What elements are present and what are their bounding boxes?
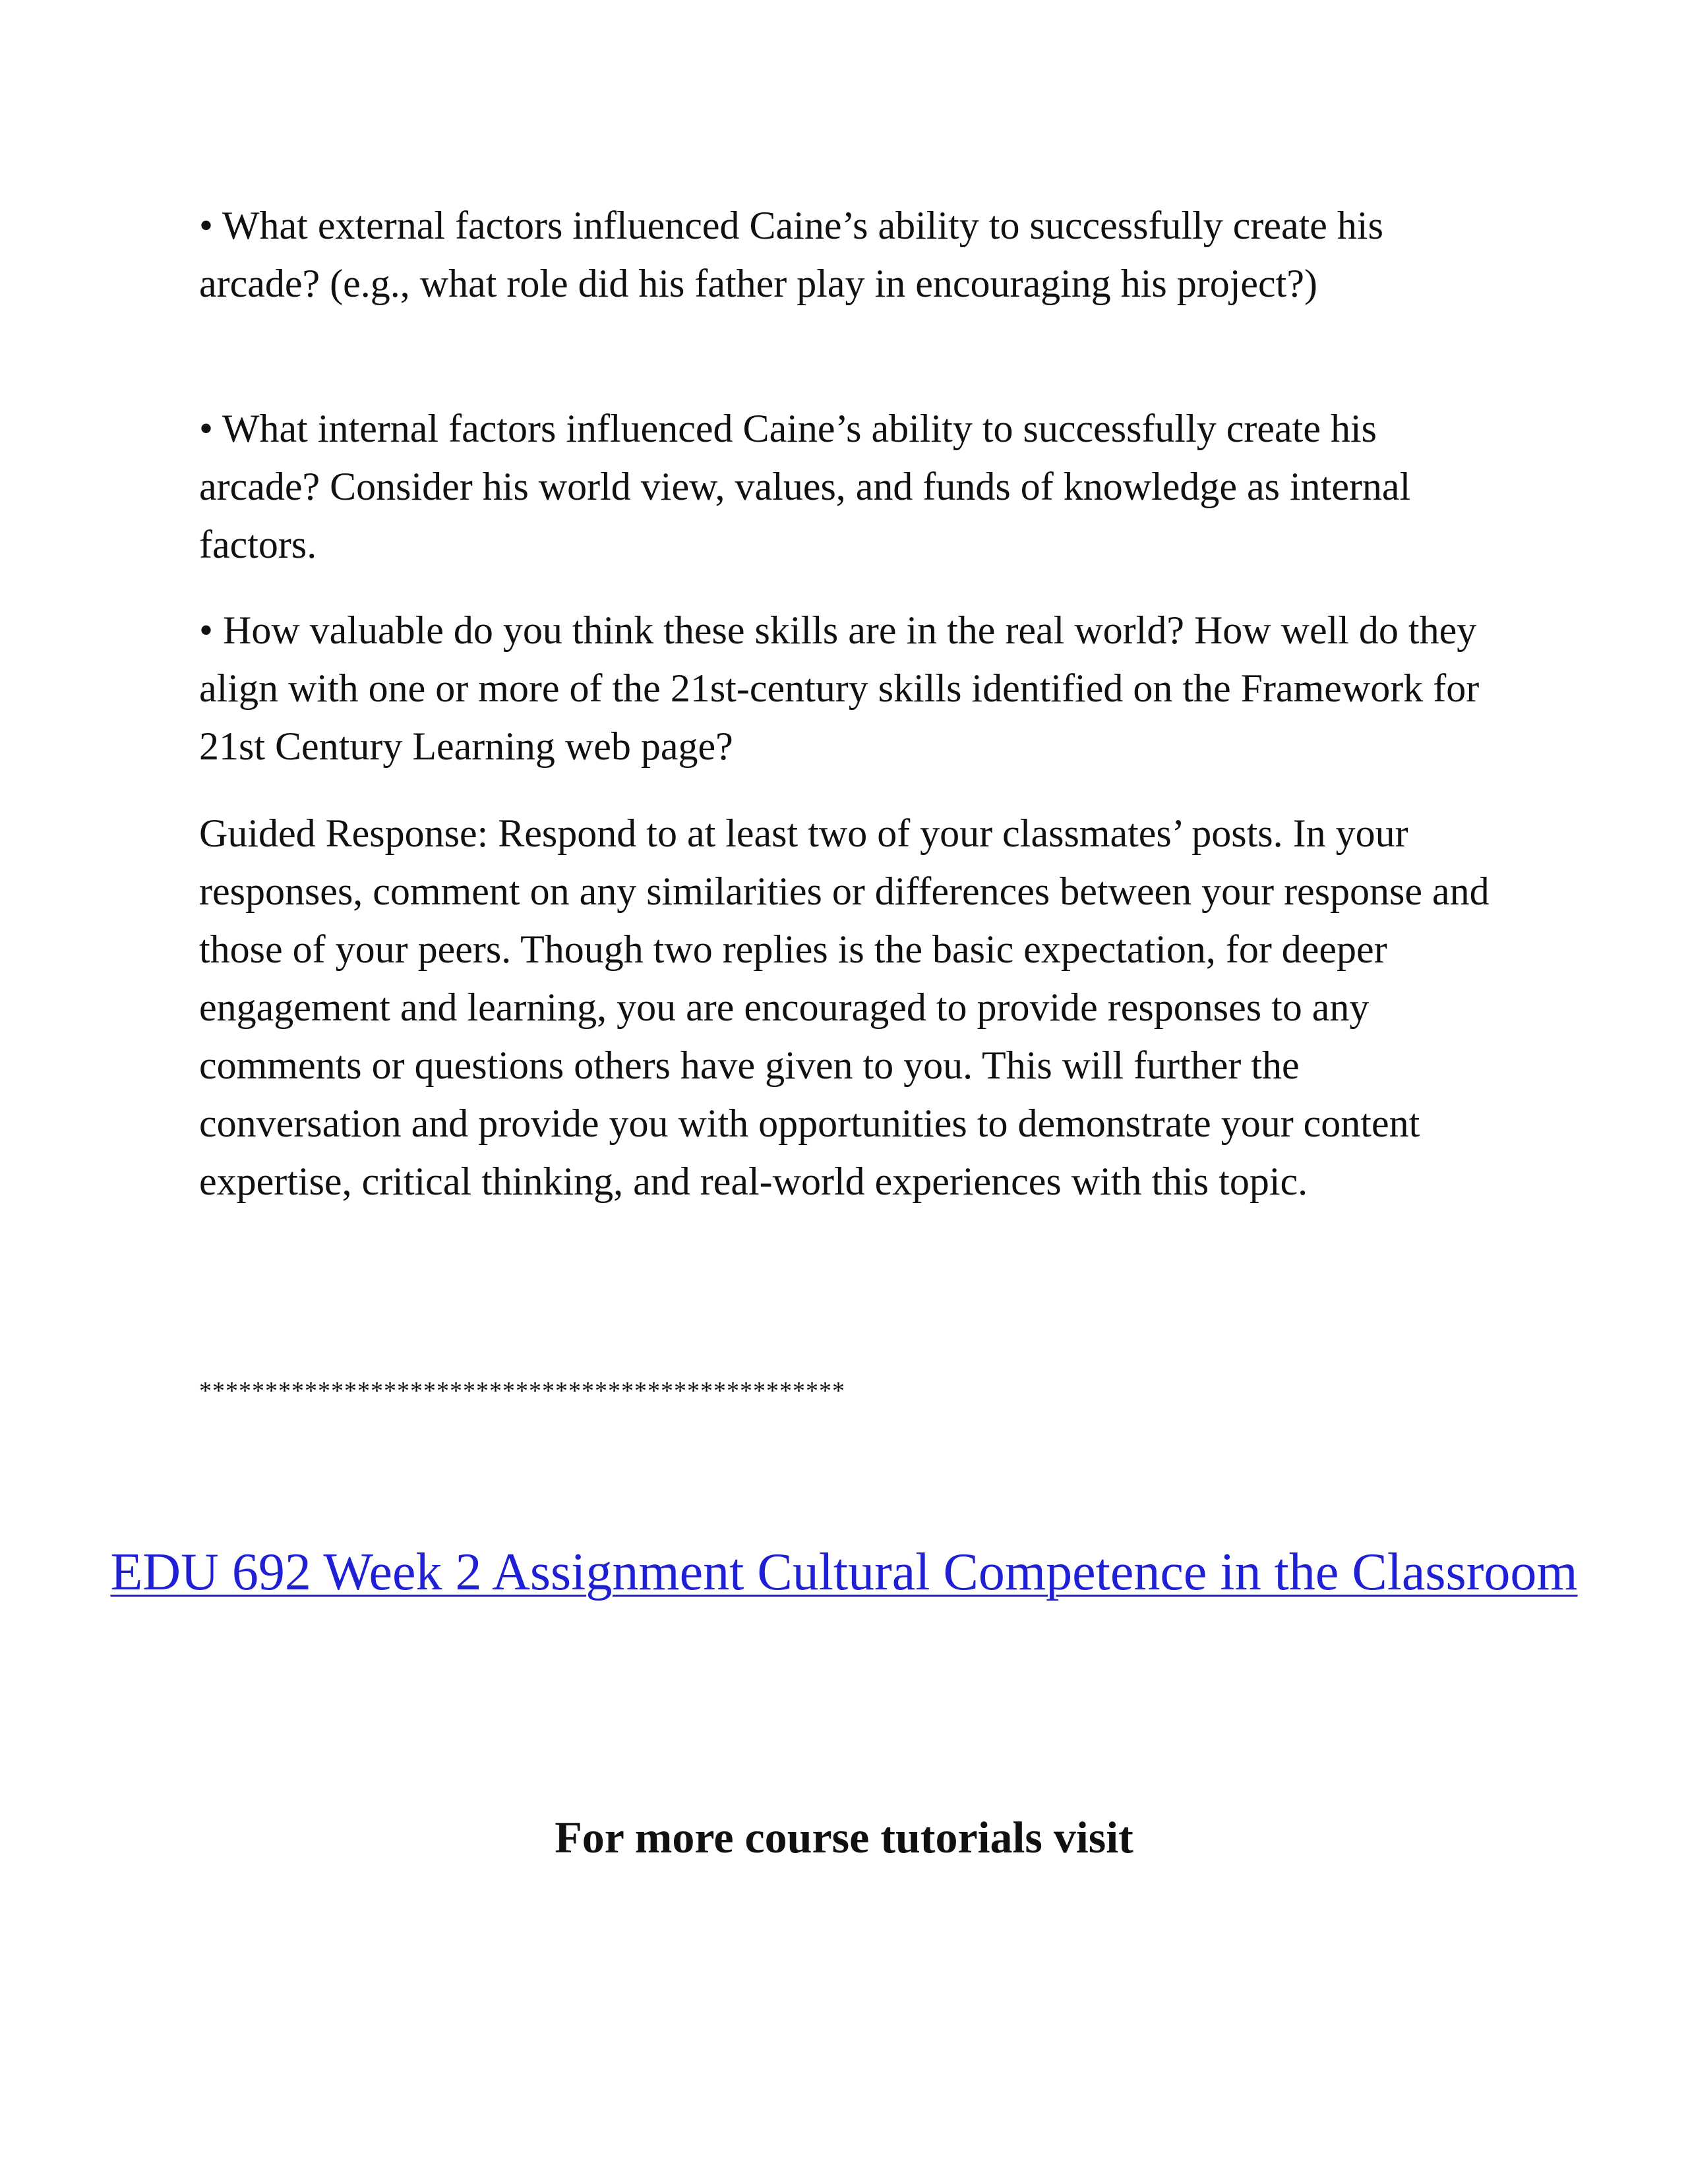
paragraph-guided-response: Guided Response: Respond to at least two of your classmates’ posts. In your responses, comment on any similarities or differences between your response and those of your peers. Though two replies is the basic expectation, for deeper engagement and learning, you are encouraged to provide responses to any comments or questions others have given to you. This will further the conversation and provide you with opportunities to demonstrate your content expertise, critical thinking, and real-world experiences with this topic.: [199, 812, 1490, 1203]
assignment-link[interactable]: EDU 692 Week 2 Assignment Cultural Competence in the Classroom: [110, 1543, 1578, 1601]
asterisk-separator: *************************************************: [199, 1377, 845, 1405]
paragraph-skills-value: • How valuable do you think these skills are in the real world? How well do they align with one or more of the 21st-century skills identified on the Framework for 21st Century Learning web page?: [199, 608, 1480, 768]
paragraph-external-factors: • What external factors influenced Caine’s ability to successfully create his arcade? (e.g., what role did his father play in encouraging his project?): [199, 204, 1383, 305]
assignment-link-block: [0, 1536, 1688, 1608]
paragraph-internal-factors: • What internal factors influenced Caine’s ability to successfully create his arcade? Consider his world view, values, and funds of knowledge as internal factors.: [199, 407, 1411, 566]
footer-visit-text: For more course tutorials visit: [555, 1812, 1133, 1862]
